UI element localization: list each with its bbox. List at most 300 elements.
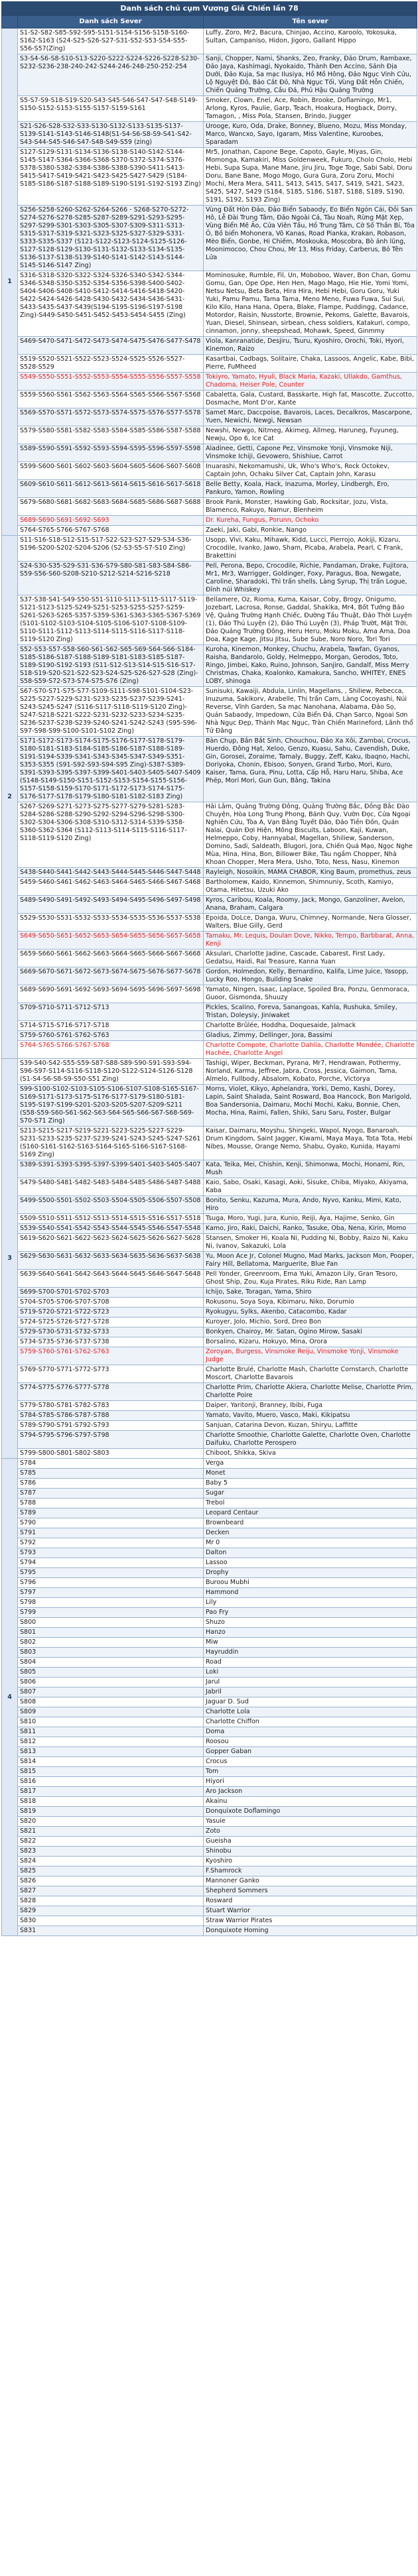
table-row [2, 1234, 417, 1252]
table-row [2, 1021, 417, 1031]
server-list-cell: S789-S790-S791-S792-S793 [18, 1421, 204, 1431]
table-row [2, 373, 417, 391]
table-row [2, 1737, 417, 1747]
server-names-cell: Gopper Gaban [204, 1747, 417, 1757]
table-row [2, 1538, 417, 1548]
server-list-cell: S796 [18, 1578, 204, 1588]
server-list-cell: S806 [18, 1678, 204, 1687]
server-names-cell: Shuzo [204, 1618, 417, 1628]
server-list-cell: S609-S610-S611-S612-S613-S614-S615-S616-S617-S618 [18, 480, 204, 498]
server-list-cell: S699-S700-S701-S702-S703 [18, 1288, 204, 1298]
server-names-cell: Kaisar, Daimaru, Moyshu, Shingeki, Wapol, Nyogo, Banaroah, Drum Kingdom, Saint Jagger, Kiwami, Maya Maya, Tota Tota, Hebi Nibes, Mousse, Orange Nemo, Shabu, Oyako, Kunida, Hayami [204, 1127, 417, 1160]
server-list-cell: S99-S100-S102-S103-S105-S106-S107-S108-S165-S167-S169-S171-S173-S175-S176-S177-S179-S180-S181-S195-S197-S199-S201-S203-S205-S207-S209-S211 (S58-S59-S60-S61-S62-S63-S64-S65-S66-S67-S68-S69-S70-S71 Zing) [18, 1085, 204, 1127]
table-row [2, 878, 417, 896]
server-names-cell: Donquixote Homing [204, 1926, 417, 1936]
server-list-cell: S798 [18, 1598, 204, 1608]
server-names-cell: Lily [204, 1598, 417, 1608]
server-list-cell: S789 [18, 1508, 204, 1518]
table-row [2, 1031, 417, 1041]
table-row [2, 148, 417, 206]
table-row [2, 687, 417, 737]
server-names-cell: Gordon, Holmedon, Kelly, Bernardino, Kalifa, Lime Juice, Yasopp, Lucky Roo, Hongo, Building Snake [204, 967, 417, 985]
server-names-cell: Stuart Warrior [204, 1906, 417, 1916]
table-row [2, 1411, 417, 1421]
table-row [2, 1598, 417, 1608]
table-row [2, 1308, 417, 1318]
server-list-cell: S784-S785-S786-S787-S788 [18, 1411, 204, 1421]
server-names-cell: Kata, Teika, Mei, Chishin, Kenji, Shimonwa, Mochi, Honami, Rin, Mush [204, 1160, 417, 1178]
table-row [2, 1568, 417, 1578]
server-names-cell: Tamaku, Mr. Lequis, Doulan Dove, Nikko, Tempo, Barbbarat, Anna, Kenji [204, 932, 417, 950]
server-names-cell: Smoker, Clown, Enel, Ace, Robin, Brooke, Doflamingo, Mr1, Arlong, Kyros, Paulie, Garp, Teach, Hoakura, Hogback, Dorry, Tamagon, , Miss Pola, Stansen, Brindo, Jiugger [204, 96, 417, 122]
server-list-cell: S792 [18, 1538, 204, 1548]
server-names-cell: Kuroyer, Jolo, Michio, Sord, Dreo Bon [204, 1318, 417, 1327]
server-names-cell: Zoroyan, Burgess, Vinsmoke Reiju, Vinsmoke Yonji, Vinsmoke Judge [204, 1347, 417, 1365]
table-row [2, 1697, 417, 1707]
server-list-cell: S569-S570-S571-S572-S573-S574-S575-S576-S577-S578 [18, 408, 204, 426]
table-row [2, 1383, 417, 1401]
server-names-cell: Gladius, Zimmy, Dellinger, Jora, Bassimi [204, 1031, 417, 1041]
server-list-cell: S619-S620-S621-S622-S623-S624-S625-S626-S627-S628 [18, 1234, 204, 1252]
table-row [2, 1548, 417, 1558]
server-list-cell: S171-S172-S173-S174-S175-S176-S177-S178-S179-S180-S181-S183-S184-S185-S186-S187-S188-S189-S191-S194-S339-S341-S343-S345-S347-S349-S351-S353-S355 (S91-S92-S93-S94-S95 Zing)-S387-S389-S391-S393-S395-S397-S399-S401-S403-S405-S407-S409 (S148-S149-S150-S151-S152-S153-S154-S155-S156-S157-S158-S159-S170-S171-S172-S173-S174-S175-S176-S177-S178-S179-S180-S181-S182-S183 Zing) [18, 737, 204, 802]
table-row [2, 1127, 417, 1160]
table-row [2, 1668, 417, 1678]
server-list-cell: S784 [18, 1459, 204, 1469]
server-names-cell: Tashigi, Wiper, Beckman, Pyrana, Mr7, Hendrawan, Pothermy, Norland, Karma, Jeffree, Jabra, Cross, Jessica, Gaimon, Tama, Almelo, Fullbody, Absalom, Kobato, Porche, Victorya [204, 1059, 417, 1085]
server-names-cell: Pao Fry [204, 1608, 417, 1618]
table-row [2, 1347, 417, 1365]
table-row [2, 1628, 417, 1638]
table-row [2, 526, 417, 536]
table-row [2, 1678, 417, 1687]
table-row [2, 1421, 417, 1431]
server-list-cell: S817 [18, 1787, 204, 1797]
server-list-cell: S787 [18, 1489, 204, 1499]
table-row [2, 1431, 417, 1449]
server-list-cell: S800 [18, 1618, 204, 1628]
server-names-cell: Drophy [204, 1568, 417, 1578]
server-names-cell: Hayruddin [204, 1648, 417, 1658]
server-names-cell: Aladinee, Getti, Capone Pez, Vinsmoke Yonji, Vinsmoke Niji, Vinsmoke Ichiji, Gevowero, Shishiue, Carrot [204, 444, 417, 462]
server-list-cell: S389-S391-S393-S395-S397-S399-S401-S403-S405-S407 [18, 1160, 204, 1178]
server-list-cell: S818 [18, 1797, 204, 1807]
server-names-cell: Yamato, Ningen, Isaac, Laplace, Spoiled Bra, Ponzu, Genmoraca, Guoor, Gismonda, Shuuzy [204, 985, 417, 1003]
server-list-cell: S479-S480-S481-S482-S483-S484-S485-S486-S487-S488 [18, 1178, 204, 1196]
server-list-cell: S719-S720-S721-S722-S723 [18, 1308, 204, 1318]
server-list-cell: S669-S670-S671-S672-S673-S674-S675-S676-S677-S678 [18, 967, 204, 985]
table-row [2, 967, 417, 985]
table-row [2, 1817, 417, 1827]
server-names-cell: Epoida, DoLce, Danga, Wuru, Chimney, Normande, Nera Glosser, Walters, Blue Gilly, Gerd [204, 914, 417, 932]
table-row [2, 337, 417, 355]
server-names-cell: Zoto [204, 1827, 417, 1837]
server-names-cell: Lassoo [204, 1558, 417, 1568]
server-names-cell: Yu, Moon Ace Jr, Colonel Mugno, Mad Marks, Jackson Mon, Pooper, Fairy Hill, Bellatoma, Marguerite, Blue Fan [204, 1252, 417, 1270]
table-row [2, 29, 417, 54]
server-list-cell: S823 [18, 1847, 204, 1857]
table-row [2, 1449, 417, 1459]
server-names-cell: Morns, Violet, Kikyo, Aphelandra, Yorki, Demo, Kashi, Dorey, Lapin, Saint Shalada, Saint Rosward, Boa Hancock, Bon Marigold, Boa Sandersonia, Daimaru, Mochi Mochi, Kaku, Bonnie, Chen, Mocha, Hina, Raimi, Fallen, Shiki, Saru Saru, Foster, Bulgar [204, 1085, 417, 1127]
table-row [2, 1059, 417, 1085]
table-row [2, 54, 417, 96]
server-list-cell: S5-S7-S9-S18-S19-S20-S43-S45-S46-S47-S47-S48-S149-S150-S152-S153-S155-S157-S159-S161 [18, 96, 204, 122]
server-names-cell: Monet [204, 1469, 417, 1479]
table-row [2, 1648, 417, 1658]
server-names-cell: Hải Lâm, Quảng Trường Đông, Quảng Trường Bắc, Đồng Bắc Đào Chuyện, Hòa Long Trung Phong, Bánh Quy, Vườn Đọc, Cửa Ngoại Nghiên Cứu, Tòa A, Vạn Bằng Tuyết Đảo, Đảo Tiền Đồn, Quán Nalai, Quán Đợi Hiện, Mông Biscuits, Laboon, Kaji, Kuwan, Helmeppo, Coby, Hannyabal, Magellan, Shiliew, Sanderson, Domino, Sadi, Saldeath, Blugori, Jora, Chiến Quá Mạo, Ngọc Nghe Mùa, Hina, Hina, Bon, Billower Bike, Tàu ngầm Chopper, Nhà Khoan Chopper, Mera Mera, Usho, Toto, Ness, Nasu, Kinemon [204, 802, 417, 868]
table-row [2, 1288, 417, 1298]
server-names-cell: Viola, Kanranatide, Desjiru, Tsuru, Kyoshiro, Orochi, Toki, Hyori, Kinemon, Raizo [204, 337, 417, 355]
server-names-cell: Jaguar D. Sud [204, 1697, 417, 1707]
table-row [2, 1558, 417, 1568]
server-names-cell: Ichijo, Sake, Toragan, Yama, Shiro [204, 1288, 417, 1298]
server-list-cell: S809 [18, 1707, 204, 1717]
server-list-cell: S826 [18, 1876, 204, 1886]
server-list-cell: S794 [18, 1558, 204, 1568]
server-names-cell: Hiyori [204, 1777, 417, 1787]
server-names-cell: Charlotte Compote, Charlotte Dahlia, Charlotte Mondée, Charlotte Hachée, Charlotte Angel [204, 1041, 417, 1059]
server-names-cell: Jarul [204, 1678, 417, 1687]
table-row [2, 802, 417, 868]
server-names-cell: F.Shamrock [204, 1867, 417, 1876]
table-row [2, 480, 417, 498]
table-row [2, 498, 417, 516]
table-row [2, 1876, 417, 1886]
server-list-cell: S213-S215-S217-S219-S221-S223-S225-S227-S229-S231-S233-S235-S237-S239-S241-S243-S245-S247-S261 (S160-S161-S162-S163-S164-S165-S166-S167-S168-S169 Zing) [18, 1127, 204, 1160]
server-list-cell: S790 [18, 1518, 204, 1528]
server-list-cell: S813 [18, 1747, 204, 1757]
server-names-cell: Urooge, Kuro, Oda, Drake, Bonney, Blueno, Mozu, Miss Monday, Marco, Wancxo, Sayo, Igaram, Miss Valentine, Kuroobes, Sparadam [204, 122, 417, 148]
server-names-cell: Ryokugyu, Sylks, Akenbo, Catacombo, Kadar [204, 1308, 417, 1318]
server-names-cell: Akainu [204, 1797, 417, 1807]
table-row [2, 1499, 417, 1508]
server-list-cell: S649-S650-S651-S652-S653-S654-S655-S656-S657-S658 [18, 932, 204, 950]
server-list-cell: S797 [18, 1588, 204, 1598]
server-names-cell: Buroou Mubhi [204, 1578, 417, 1588]
server-names-cell: Jabril [204, 1687, 417, 1697]
table-row [2, 1401, 417, 1411]
server-names-cell: Sanji, Chopper, Nami, Shanks, Zeo, Franky, Đảo Drum, Rambaxe, Đảo Jaya, Kashimagi, Nyokaido, Thành Đen Accino, Sảnh Địa Dưới, Đảo Kuja, Sa mạc Ilusiya, Hồ Mồ Hông, Đảo Ngục Vinh Cửu, Lộ Nguyệt Đỏ, Bảo Cắt Đỏ, Nhà Ngục Tối, Vùng Đất Hỗn Chiến, Chiến Quảng Trường, Cầu Đá, Phủ Hậu Quảng Trường [204, 54, 417, 96]
server-names-cell: Samet Marc, Daccpoise, Bavarois, Laces, Decalkros, Mascarpone, Yuen, Newichi, Newgi, Newsan [204, 408, 417, 426]
server-list-cell: S769-S770-S771-S772-S773 [18, 1365, 204, 1383]
server-names-cell: Hammond [204, 1588, 417, 1598]
table-row [2, 562, 417, 595]
server-list-cell: S801 [18, 1628, 204, 1638]
table-row [2, 206, 417, 271]
group-label: 4 [2, 1459, 18, 1936]
server-list-cell: S788 [18, 1499, 204, 1508]
server-names-cell: Charlotte Brulé, Charlotte Mash, Charlotte Cornstarch, Charlotte Moscort, Charlotte Bavarois [204, 1365, 417, 1383]
table-row [2, 1896, 417, 1906]
server-names-cell: Zaeki, Jaki, Gabi, Ronkie, Nango [204, 526, 417, 536]
table-row [2, 1857, 417, 1867]
server-list-cell: S830 [18, 1916, 204, 1926]
server-list-cell: S729-S730-S731-S732-S733 [18, 1327, 204, 1337]
server-list-cell: S831 [18, 1926, 204, 1936]
group-header [2, 16, 18, 29]
table-row [2, 1767, 417, 1777]
table-row [2, 122, 417, 148]
title-row [2, 2, 417, 16]
server-list-cell: S689-S690-S691-S692-S693 [18, 516, 204, 526]
table-row [2, 1085, 417, 1127]
server-names-cell: Dalton [204, 1548, 417, 1558]
server-list-cell: S52-S53-S57-S58-S60-S61-S62-S65-S69-S64-S66-S184-S185-S186-S187-S188-S189-S181-S183-S185-S187-S189-S190-S192-S193 (S11-S12-S13-S14-S15-S16-S17-S18-S19-S20-S21-S22-S23-S24-S25-S26-S27-S28 (Zing)-S58-S59-S72-S73-S74-S75-S76 (Zing) [18, 645, 204, 687]
table-row [2, 1608, 417, 1618]
server-list-cell: S827 [18, 1886, 204, 1896]
table-row [2, 1318, 417, 1327]
header-row [2, 16, 417, 29]
server-list-cell: S808 [18, 1697, 204, 1707]
server-names-cell: Doma [204, 1727, 417, 1737]
server-list-cell: S579-S580-S581-S582-S583-S584-S585-S586-S587-S588 [18, 426, 204, 444]
table-row [2, 1926, 417, 1936]
server-names-cell: Chiboot, Shikka, Skiva [204, 1449, 417, 1459]
server-list-cell: S799 [18, 1608, 204, 1618]
server-names-cell: Charlotte Chiffon [204, 1717, 417, 1727]
server-names-cell: Tom [204, 1767, 417, 1777]
table-row [2, 462, 417, 480]
table-row [2, 932, 417, 950]
table-row [2, 1160, 417, 1178]
server-names-cell: Trebol [204, 1499, 417, 1508]
table-row [2, 950, 417, 967]
server-list-cell: S316-S318-S320-S322-S324-S326-S340-S342-S344-S346-S348-S350-S352-S354-S356-S398-S400-S402-S404-S406-S408-S410-S412-S414-S416-S418-S420-S422-S424-S426-S428-S430-S432-S434-S436-S431-S433-S435-S437-S439(S194-S195-S196-S197-S198 Zing)-S449-S450-S451-S452-S453-S454-S455 (Zing) [18, 271, 204, 337]
server-names-cell: Pell Yonder, Greenroom, Ema Yuki, Amazon Lily, Gran Tesoro, Ghost Ship, Zou, Kuja Pirates, Riku Ride, Ran Lamp [204, 1270, 417, 1288]
server-list-cell: S822 [18, 1837, 204, 1847]
server-list-cell: S815 [18, 1767, 204, 1777]
server-list-cell: S599-S600-S601-S602-S603-S604-S605-S606-S607-S608 [18, 462, 204, 480]
server-names-cell: Luffy, Zoro, Mr2, Bacura, Chinjao, Accino, Karoolo, Yokosuka, Sultan, Campaniso, Hidon, Jigoro, Gallant Hippo [204, 29, 417, 54]
table-row [2, 1224, 417, 1234]
table-row [2, 1827, 417, 1837]
table-row [2, 1270, 417, 1288]
server-names-cell: Stansen, Smoker Hi, Koala Ni, Pudding Ni, Bobby, Raizo Ni, Kaku Ni, Ivanov, Sakazuki, Lola [204, 1234, 417, 1252]
table-row [2, 1837, 417, 1847]
table-row [2, 1757, 417, 1767]
server-list-cell: S804 [18, 1658, 204, 1668]
server-list-cell: S24-S30-S35-S29-S31-S36-S79-S80-S81-S83-S84-S86-S59-S56-S60-S208-S210-S212-S214-S216-S218 [18, 562, 204, 595]
table-row [2, 1747, 417, 1757]
server-names-cell: Mominosuke, Rumble, Fil, Un, Moboboo, Waver, Bon Chan, Gomu Gomu, Gan, Ope Ope, Hen Hen, Mago Mago, Hie Hie, Yomi Yomi, Netsu Netsu, Beta Beta, Hira Hira, Hebi Hebi, Goru Goru, Yuki Yuki, Pamu Pamu, Tama Tama, Meno Meno, Fuwa Fuwa, Sui Sui, Kilo Kilo, Hana Hana, Opera, Blake, Flampe, Puddingg, Cadance, Motordor, Raisin, Nusstorte, Brownie, Pekoms, Galette, Bavarois, Yuan, Diesel, Shinsean, sirbean, chess soldiers, Katakuri, compo, cinnamon, jonny, sheepshead, Mohawk, Speed, Ginmmy [204, 271, 417, 337]
server-list-cell: S724-S725-S726-S727-S728 [18, 1318, 204, 1327]
table-row [2, 1252, 417, 1270]
server-names-cell: Gueisha [204, 1837, 417, 1847]
server-list-cell: S689-S690-S691-S692-S693-S694-S695-S696-S697-S698 [18, 985, 204, 1003]
server-list-cell: S509-S510-S511-S512-S513-S514-S515-S516-S517-S518 [18, 1214, 204, 1224]
server-names-cell: Charlotte Smoothie, Charlotte Galette, Charlotte Oven, Charlotte Daifuku, Charlotte Perospero [204, 1431, 417, 1449]
table-row [2, 1337, 417, 1347]
server-names-cell: Sunisuki, Kawaiji, Abdula, Linlin, Magellans, , Shiliew, Rebecca, Inuzuma, Sakikorv, Arabelle, Thị trấn Cam, Làng Cocoyashi, Núi Reverse, Vĩnh Garden, Sa mạc Nanohana, Alabama, Đảo Sọ, Quán Sabaody, Impedown, Cửa Biển Đá, Chạn Sarco, Ngoai Sơn Nhà Ngục Đẹp, Thành Mạc Ngục, Tràn Chiến Marineford, Lãnh thổ Tử Đằng [204, 687, 417, 737]
server-names-cell: Loki [204, 1668, 417, 1678]
server-list-cell: S802 [18, 1638, 204, 1648]
table-row [2, 271, 417, 337]
server-list-cell: S709-S710-S711-S712-S713 [18, 1003, 204, 1021]
table-row [2, 1638, 417, 1648]
server-names-cell: Belle Betty, Koala, Hack, Inazuma, Morley, Lindbergh, Ero, Pankuro, Yamon, Rowling [204, 480, 417, 498]
table-row [2, 1327, 417, 1337]
names-header: Tên sever [204, 16, 417, 29]
server-list-cell: S759-S760-S761-S762-S763 [18, 1031, 204, 1041]
server-list-cell: S714-S715-S716-S717-S718 [18, 1021, 204, 1031]
table-row [2, 1777, 417, 1787]
table-row [2, 1489, 417, 1499]
server-list-cell: S11-S16-S18-S12-S15-S17-S22-S23-S27-S29-S34-S36-S196-S200-S202-S204-S206 (S2-S3-S5-S7-S10 Zing) [18, 536, 204, 562]
server-list-cell: S810 [18, 1717, 204, 1727]
server-list-cell: S759-S760-S761-S762-S763 [18, 1347, 204, 1365]
table-row [2, 1528, 417, 1538]
server-names-cell: Brook Pank, Monster, Hawking Gab, Rocksitar, Jozu, Vista, Blamenco, Rakuyo, Namur, Blenheim [204, 498, 417, 516]
table-row [2, 1578, 417, 1588]
table-row [2, 96, 417, 122]
server-list-cell: S779-S780-S781-S782-S783 [18, 1401, 204, 1411]
server-list-cell: S764-S765-S766-S767-S768 [18, 526, 204, 536]
table-row [2, 1807, 417, 1817]
table-row [2, 1797, 417, 1807]
server-names-cell: Straw Warrior Pirates [204, 1916, 417, 1926]
table-row [2, 896, 417, 914]
server-list-cell: S791 [18, 1528, 204, 1538]
server-list-cell: S549-S550-S551-S552-S553-S554-S555-S556-S557-S558 [18, 373, 204, 391]
server-names-cell: Kyros, Caribou, Koala, Roomy, Jack, Mongo, Ganzoliner, Avelon, Anana, Braham, Calgara [204, 896, 417, 914]
table-row [2, 444, 417, 462]
table-row [2, 1479, 417, 1489]
table-row [2, 355, 417, 373]
server-names-cell: Dr. Kureha, Fungus, Porunn, Ochoko [204, 516, 417, 526]
server-names-cell: Rokusonu, Soya Soya, Kibimaru, Niko, Dorumio [204, 1298, 417, 1308]
server-names-cell: Yasuie [204, 1817, 417, 1827]
server-list-cell: S629-S630-S631-S632-S633-S634-S635-S636-S637-S638 [18, 1252, 204, 1270]
table-row [2, 1003, 417, 1021]
table-row [2, 1687, 417, 1697]
server-names-cell: Kyoshiro [204, 1857, 417, 1867]
server-names-cell: Newshi, Newgo, Nitmeg, Akimeg, Allmeg, Haruneg, Fuyuneg, Newju, Opo 6, Ice Cat [204, 426, 417, 444]
server-list-cell: S438-S440-S441-S442-S443-S444-S445-S446-S447-S448 [18, 868, 204, 878]
server-list-cell: S39-S40-S42-S55-S59-S87-S88-S89-S90-S91-S93-S94-S96-S97-S114-S116-S118-S120-S122-S124-S126-S128 (S1-S4-S6-S8-S9-S50-S51 Zing) [18, 1059, 204, 1085]
server-names-cell: Cabaletta, Gala, Custard, Basskarte, High fat, Mascotte, Zuccotto, Dosmache, Mont D'or, Kante [204, 391, 417, 408]
server-names-cell: Aro Jackson [204, 1787, 417, 1797]
group-label: 2 [2, 536, 18, 1059]
server-names-cell: Hanzo [204, 1628, 417, 1638]
table-row [2, 536, 417, 562]
server-list-cell: S794-S795-S796-S797-S798 [18, 1431, 204, 1449]
table-row [2, 1658, 417, 1668]
server-names-cell: Roosou [204, 1737, 417, 1747]
server-list-cell: S828 [18, 1896, 204, 1906]
server-names-cell: Rayleigh, Nosoikin, MAMA CHABOR, King Baum, promethus, zeus [204, 868, 417, 878]
server-list-cell: S785 [18, 1469, 204, 1479]
server-names-cell: Charlotte Brûlée, Hoddha, Doquesaide, Jalmack [204, 1021, 417, 1031]
table-row [2, 391, 417, 408]
table-row [2, 1041, 417, 1059]
server-names-cell: Daiper, Yaritonji, Branney, Ibibi, Fuga [204, 1401, 417, 1411]
table-body [2, 29, 417, 1936]
server-list-cell: S539-S540-S541-S542-S543-S544-S545-S546-S547-S548 [18, 1224, 204, 1234]
server-names-cell: Decken [204, 1528, 417, 1538]
group-label: 1 [2, 29, 18, 536]
server-list-cell: S1-S2-S82-S85-S92-S95-S151-S154-S156-S158-S160-S162-S163 (S24-S25-S26-S27-S31-S52-S53-S54-S55-S56-S57(Zing) [18, 29, 204, 54]
server-names-cell: Bellamere, Oz, Rioma, Kuma, Kaisar, Coby, Brogy, Onigumo, Jozebart, Lacrosa, Ronse, Gaddal, Shakika, Mr4, Bốt Tướng Bảo Vệ, Quảng Trường Hạnh Chiếc, Đường Tầu Thuật, Đảo Thời Luyện (1), Đảo Thú Luyện (2), Đảo Thú Luyện (3), Pháp Trườt, Mặt Trời, Đảo Quảng Trường Đông, Heru Heru, Moku Moku, Ama Ama, Doa Doa, Kage Kage, Jitsu Jitsu, Sube Sube, Noro Noro, Tori Tori [204, 595, 417, 645]
server-list-cell: S821 [18, 1827, 204, 1837]
table-row [2, 1916, 417, 1926]
server-list-cell: S825 [18, 1867, 204, 1876]
server-list-cell: S3-S4-S6-S8-S10-S13-S220-S222-S224-S226-S228-S230-S232-S236-238-240-242-S244-246-248-250-252-254 [18, 54, 204, 96]
table-row [2, 1906, 417, 1916]
server-names-cell: Kaio, Sabo, Osaki, Kasagi, Aoki, Sisuke, Chiba, Miyako, Akiyama, Kaba [204, 1178, 417, 1196]
server-list-cell: S734-S735-S736-S737-S738 [18, 1337, 204, 1347]
server-names-cell: Aksulari, Charlotte Jadine, Cascade, Cabarest, First Lady, Gedatsu, Haidi, Ral Treasure, Kanna Yuan [204, 950, 417, 967]
table-row [2, 645, 417, 687]
server-list-cell: S67-S70-S71-S75-S77-S109-S111-S98-S101-S104-S23-S225-S227-S229-S231-S233-S235-S237-S239-S241-S243-S245-S247 (S116-S117-S118-S119-S120 Zing)-S247-S218-S221-S222-S231-S232-S233-S234-S235-S236-S237-S238-S239-S240-S241-S242-S243 (S95-S96-S97-S98-S99-S100-S101-S102 Zing) [18, 687, 204, 737]
server-names-cell: Baby 5 [204, 1479, 417, 1489]
table-row [2, 1727, 417, 1737]
server-names-cell: Bonito, Senku, Kazuma, Mura, Ando, Nyvo, Kanku, Mimi, Kato, Hiro [204, 1196, 417, 1214]
server-list-cell: S529-S530-S531-S532-S533-S534-S535-S536-S537-S538 [18, 914, 204, 932]
server-names-cell: Inuarashi, Nekomamushi, Uk, Who's Who's, Rock Octokev, Captain John, Ochaku Silver Cat, Captain John, Karasu [204, 462, 417, 480]
server-list-cell: S799-S800-S801-S802-S803 [18, 1449, 204, 1459]
server-list-cell: S764-S765-S766-S767-S768 [18, 1041, 204, 1059]
table-row [2, 1214, 417, 1224]
server-list-cell: S559-S560-S561-S562-S563-S564-S565-S566-S567-S568 [18, 391, 204, 408]
group-label: 3 [2, 1059, 18, 1459]
table-row [2, 1847, 417, 1857]
servers-header: Danh sách Sever [18, 16, 204, 29]
server-names-cell: Pickles, Scalino, Foreva, Sanangoas, Kahla, Rushuka, Smiley, Tristan, Doleysiy, Jiniwaket [204, 1003, 417, 1021]
server-names-cell: Bonkyen, Chairoy, Mr. Satan, Ogino Mirow, Sasaki [204, 1327, 417, 1337]
server-names-cell: Shepherd Sommers [204, 1886, 417, 1896]
server-names-cell: Donquixote Doflamingo [204, 1807, 417, 1817]
table-row [2, 1298, 417, 1308]
server-names-cell: Usopp, Vivi, Kaku, Mihawk, Kidd, Lucci, Pierrojo, Aokiji, Kizaru, Crocodile, Ivanko, Jawo, Sham, Picaba, Arabela, Pearl, C Frank, Brakettini [204, 536, 417, 562]
server-list-cell: S819 [18, 1807, 204, 1817]
server-names-cell: Shinobu [204, 1847, 417, 1857]
table-row [2, 1459, 417, 1469]
server-list-cell: S803 [18, 1648, 204, 1658]
table-row [2, 1717, 417, 1727]
server-names-cell: Brownbeard [204, 1518, 417, 1528]
server-names-cell: Kamo, Jiro, Raki, Daichi, Ranko, Tasuke, Oba, Nena, Kirin, Momo [204, 1224, 417, 1234]
server-list-cell: S774-S775-S776-S777-S778 [18, 1383, 204, 1401]
table-row [2, 516, 417, 526]
server-list-cell: S704-S705-S706-S707-S708 [18, 1298, 204, 1308]
server-list-cell: S469-S470-S471-S472-S473-S474-S475-S476-S477-S478 [18, 337, 204, 355]
server-list-cell: S812 [18, 1737, 204, 1747]
server-list-cell: S816 [18, 1777, 204, 1787]
server-list-cell: S21-S26-S28-S32-S33-S130-S132-S133-S135-S137-S139-S141-S143-S146-S148(S1-S4-S6-S8-S9-S41-S42-S43-S44-S45-S46-S47-S48-S49-S59 (zing) [18, 122, 204, 148]
server-list-cell: S824 [18, 1857, 204, 1867]
table-row [2, 914, 417, 932]
table-row [2, 1707, 417, 1717]
table-row [2, 1518, 417, 1528]
table-row [2, 1588, 417, 1598]
table-row [2, 595, 417, 645]
server-names-cell: Bartholomew, Kaido, Kinnemon, Shimnuniy, Scoth, Kamiyo, Otama, Hitetsu, Uzuki Ako [204, 878, 417, 896]
server-list-cell: S267-S269-S271-S273-S275-S277-S279-S281-S283-S284-S286-S288-S290-S292-S294-S296-S298-S300-S302-S304-S306-S308-S310-S312-S314-S339-S358-S360-S362-S364 (S112-S113-S114-S115-S116-S117-S118-S119-S120 Zing) [18, 802, 204, 868]
server-names-cell: Sanjuan, Catarina Devon, Kuzan, Shiryu, Laffitte [204, 1421, 417, 1431]
server-names-cell: Borsalino, Kizaru, Hokuyo, Mina, Orora [204, 1337, 417, 1347]
server-list-cell: S795 [18, 1568, 204, 1578]
server-names-cell: Road [204, 1658, 417, 1668]
server-names-cell: Yamato, Vavito, Muero, Vasco, Maki, Kikipatsu [204, 1411, 417, 1421]
table-row [2, 1618, 417, 1628]
server-cluster-table [1, 1, 417, 1936]
table-row [2, 1867, 417, 1876]
server-list-cell: S659-S660-S661-S662-S663-S664-S665-S666-S667-S668 [18, 950, 204, 967]
server-list-cell: S127-S129-S131-S134-S136-S138-S140-S142-S144-S145-S147-S364-S366-S368-S370-S372-S374-S376-S378-S380-S382-S384-S386-S388-S390-S411-S413-S415-S417-S419-S421-S423-S425-S427-S429 (S184-S185-S186-S187-S188-S189-S190-S191-S192-S193 Zing) [18, 148, 204, 206]
server-list-cell: S679-S680-S681-S682-S683-S684-S685-S686-S687-S688 [18, 498, 204, 516]
server-list-cell: S519-S520-S521-S522-S523-S524-S525-S526-S527-S528-S529 [18, 355, 204, 373]
server-names-cell: Tsuga, Moro, Yugi, Jura, Kunio, Reiji, Aya, Hajime, Senko, Gin [204, 1214, 417, 1224]
